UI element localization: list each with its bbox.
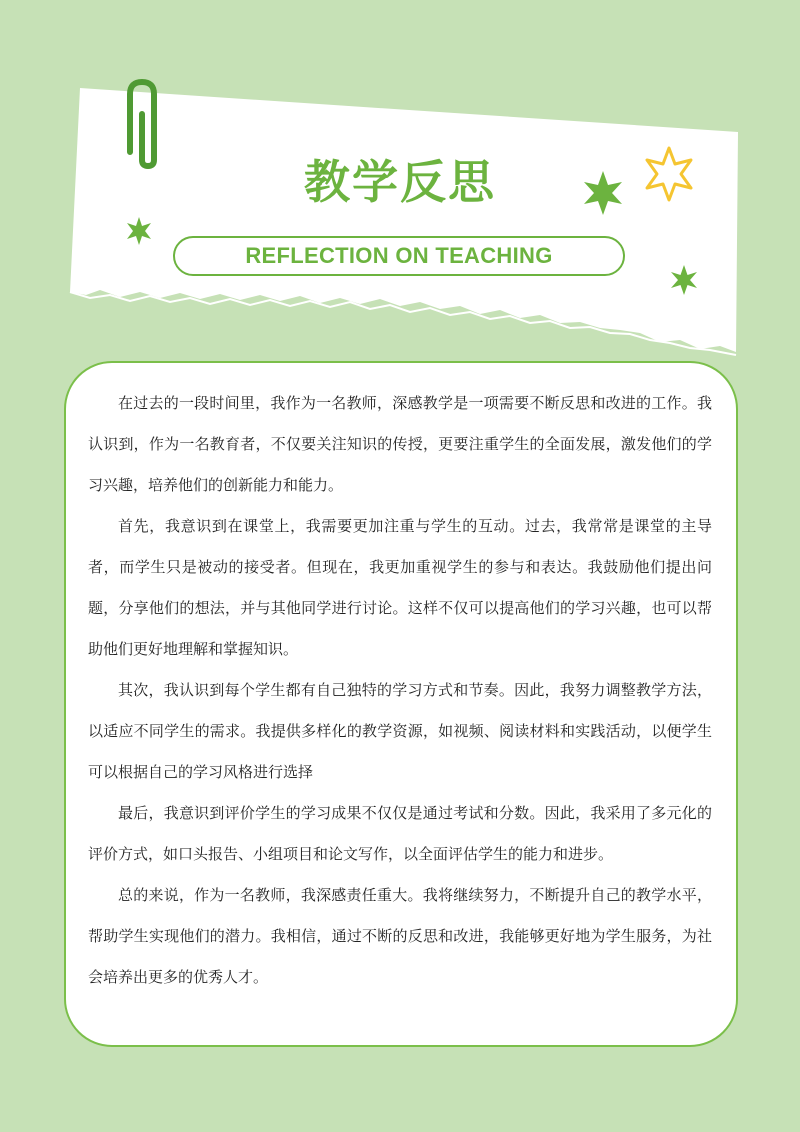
paragraph: 总的来说，作为一名教师，我深感责任重大。我将继续努力，不断提升自己的教学水平，帮助学生实现他们的潜力。我相信，通过不断的反思和改进，我能够更好地为学生服务，为社会培养出更多的优秀人才。 [88,886,712,986]
green-star-icon [124,216,154,246]
content-card [64,361,738,1047]
page-subtitle: REFLECTION ON TEACHING [245,243,553,268]
paragraph: 其次，我认识到每个学生都有自己独特的学习方式和节奏。因此，我努力调整教学方法，以适应不同学生的需求。我提供多样化的教学资源，如视频、阅读材料和实践活动，以便学生可以根据自己的学习风格进行选择 [88,681,712,781]
paragraph: 最后，我意识到评价学生的学习成果不仅仅是通过考试和分数。因此，我采用了多元化的评价方式，如口头报告、小组项目和论文写作，以全面评估学生的能力和进步。 [88,804,712,863]
subtitle-pill [173,236,625,276]
paragraph: 首先，我意识到在课堂上，我需要更加注重与学生的互动。过去，我常常是课堂的主导者，而学生只是被动的接受者。但现在，我更加重视学生的参与和表达。我鼓励他们提出问题，分享他们的想法，并与其他同学进行讨论。这样不仅可以提高他们的学习兴趣，也可以帮助他们更好地理解和掌握知识。 [88,517,712,658]
page-title: 教学反思 [304,155,496,209]
paragraph: 在过去的一段时间里，我作为一名教师，深感教学是一项需要不断反思和改进的工作。我认识到，作为一名教育者，不仅要关注知识的传授，更要注重学生的全面发展，激发他们的学习兴趣，培养他们的创新能力和能力。 [88,394,712,494]
green-star-icon [668,264,700,296]
